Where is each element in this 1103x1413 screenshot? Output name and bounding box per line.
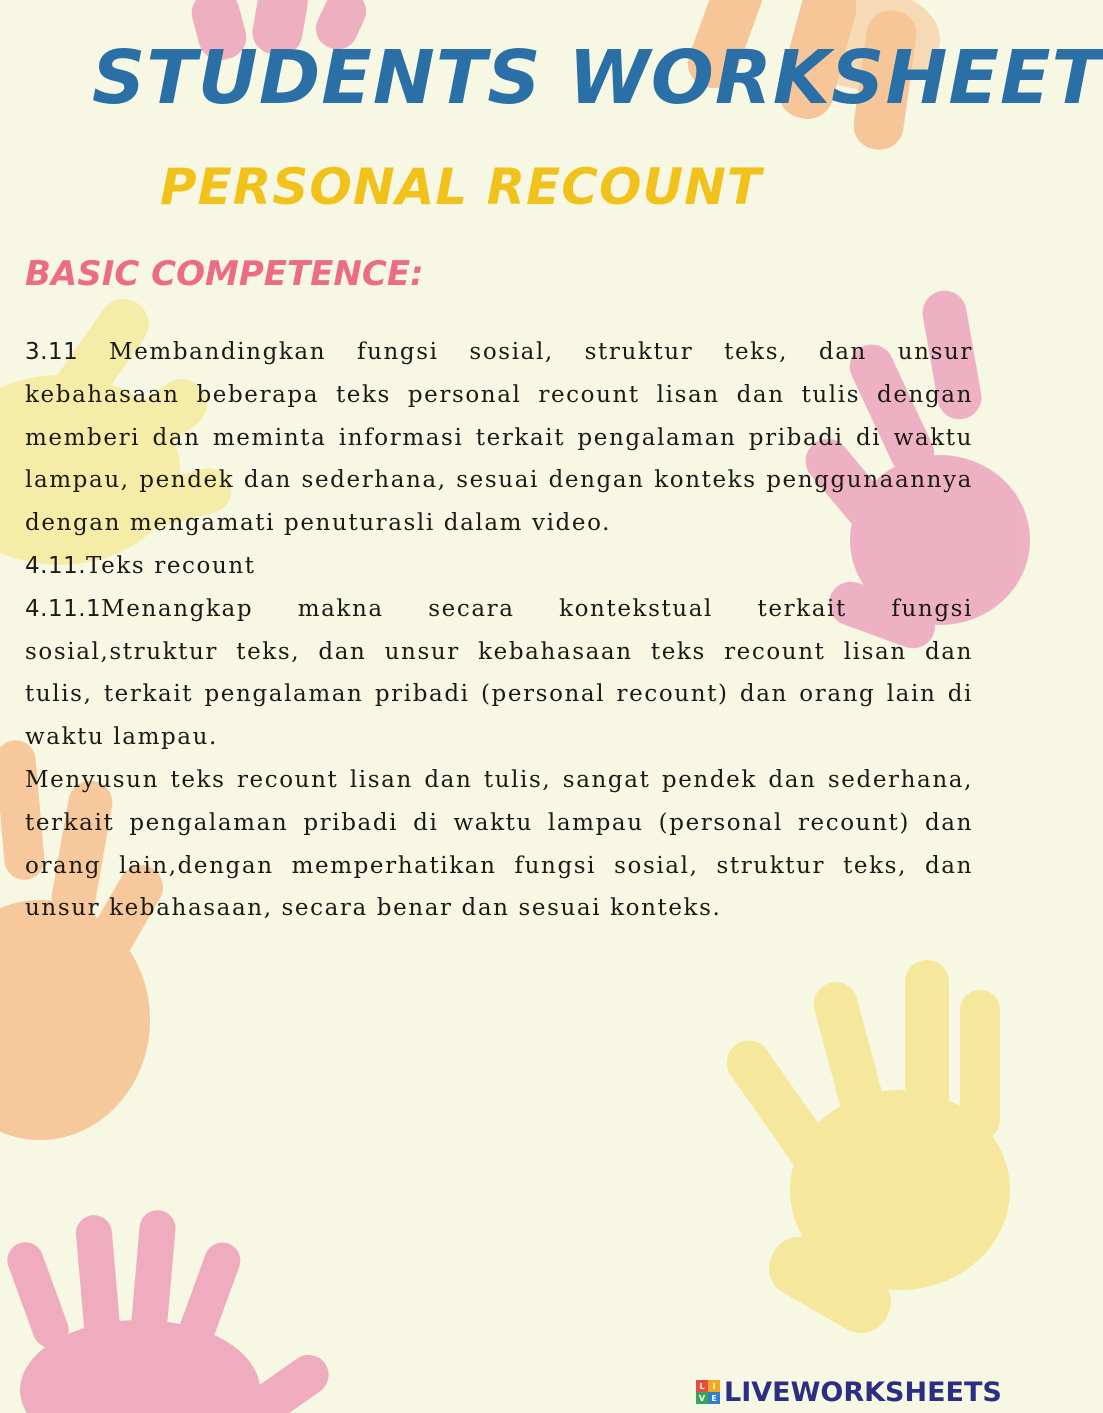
competence-text: Menangkap makna secara kontekstual terkait fungsi sosial,struktur teks, dan unsur kebahasaan teks recount lisan dan tulis, terkait pengalaman pribadi (personal recount) dan orang lain di waktu lampau. [25, 595, 973, 751]
liveworksheets-logo[interactable] [696, 1377, 1002, 1407]
basic-competence-heading: BASIC COMPETENCE: [25, 254, 424, 294]
competence-text: Membandingkan fungsi sosial, struktur teks, dan unsur kebahasaan beberapa teks personal recount lisan dan tulis dengan memberi dan meminta informasi terkait pengalaman pribadi di waktu lampau, pendek dan sederhana, sesuai dengan konteks penggunaannya dengan mengamati penuturasli dalam video. [25, 339, 973, 537]
pink-handprint-bottom-left [2, 1209, 336, 1413]
competence-number: 4.11.1 [25, 595, 102, 622]
competence-number: 4.11. [25, 552, 87, 579]
competence-list [25, 331, 973, 930]
logo-letter: I [708, 1380, 720, 1392]
competence-item [25, 331, 973, 545]
logo-letter: E [708, 1392, 720, 1404]
worksheet-subtitle: PERSONAL RECOUNT [160, 158, 763, 216]
logo-letter: V [696, 1392, 708, 1404]
yellow-handprint-bottom-right [718, 960, 1010, 1343]
competence-item [25, 759, 973, 930]
competence-text: Teks recount [86, 552, 256, 579]
competence-text: Menyusun teks recount lisan dan tulis, sangat pendek dan sederhana, terkait pengalaman pribadi di waktu lampau (personal recount) dan orang lain,dengan memperhatikan fungsi sosial, struktur teks, dan unsur kebahasaan, secara benar dan sesuai konteks. [25, 766, 973, 922]
worksheet-title: STUDENTS WORKSHEET [92, 35, 1103, 121]
live-logo-icon [696, 1380, 720, 1404]
competence-number: 3.11 [25, 339, 79, 365]
competence-item [25, 588, 973, 759]
logo-letter: L [696, 1380, 708, 1392]
competence-item [25, 545, 973, 588]
logo-wordmark: LIVEWORKSHEETS [724, 1376, 1002, 1408]
